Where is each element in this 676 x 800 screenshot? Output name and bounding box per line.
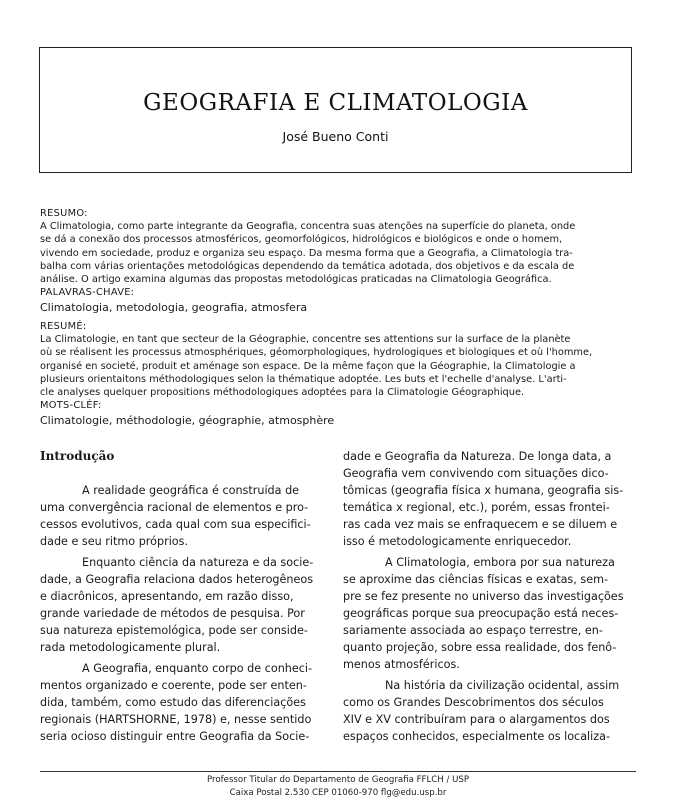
article-author: José Bueno Conti [282, 129, 389, 144]
body-line: sua natureza epistemológica, pode ser conside- [40, 624, 308, 637]
body-line: dade e Geografia da Natureza. De longa data, a [343, 450, 612, 463]
body-line: como os Grandes Descobrimentos dos séculos [343, 696, 604, 709]
resumo-block [40, 207, 640, 315]
resumo-line: vivendo em sociedade, produz e organiza seu espaço. Da mesma forma que a Geografia, a Climatologia tra- [40, 247, 573, 259]
body-line: dade e seu ritmo próprios. [40, 535, 189, 548]
palavras-chave: Climatologia, metodologia, geografia, atmosfera [40, 301, 308, 315]
body-line: grande variedade de métodos de pesquisa. Por [40, 607, 305, 620]
resume-line: plusieurs orientaitons méthodologiques selon la thématique adoptée. Les buts et l'echelle d'analyse. L'arti- [40, 373, 567, 385]
resume-line: La Climatologie, en tant que secteur de la Géographie, concentre ses attentions sur la surface de la planète [40, 334, 571, 346]
title-box [39, 47, 632, 173]
body-line: pre se fez presente no universo das investigações [343, 590, 624, 603]
resumo-line: se dá a conexão dos processos atmosféricos, geomorfológicos, hidrológicos e biológicos e onde o homem, [40, 234, 563, 246]
body-line: mentos organizado e coerente, pode ser enten- [40, 679, 307, 692]
body-line: e diacrônicos, apresentando, em razão disso, [40, 590, 294, 603]
resume-line: où se réalisent les processus atmosphériques, géomorphologiques, hydrologiques et biologiques et où l'homme, [40, 347, 593, 359]
resume-line: cle analyses quelquer propositions méthodologiques adoptées para la Climatologie Géographique. [40, 387, 525, 399]
mots-clef: Climatologie, méthodologie, géographie, atmosphère [40, 414, 335, 428]
body-right-column [343, 448, 636, 745]
palavras-chave-label: PALAVRAS-CHAVE: [40, 287, 135, 299]
footer-address: Caixa Postal 2.530 CEP 01060-970 flg@edu.usp.br [229, 788, 447, 798]
body-line: se aproxime das ciências físicas e exatas, sem- [343, 573, 609, 586]
section-heading: Introdução [40, 449, 115, 463]
body-line: A realidade geográfica é construída de [82, 484, 300, 497]
body-line: menos atmosféricos. [343, 658, 460, 671]
mots-clef-label: MOTS-CLÉF: [40, 400, 102, 412]
body-line: seria ocioso distinguir entre Geografia da Socie- [40, 730, 310, 743]
body-line: Geografia vem convivendo com situações dico- [343, 467, 609, 480]
body-left-column [40, 448, 333, 745]
resumo-line: A Climatologia, como parte integrante da Geografia, concentra suas atenções na superfície do planeta, onde [40, 221, 576, 233]
resume-line: organisé en societé, produit et aménage son espace. De la même façon que la Géographie, la Climatologie a [40, 360, 576, 372]
footer-affiliation: Professor Titular do Departamento de Geografia FFLCH / USP [207, 775, 469, 785]
resumo-label: RESUMO: [40, 208, 88, 219]
body-line: quanto projeção, sobre essa realidade, dos fenô- [343, 641, 617, 654]
body-line: uma convergência racional de elementos e pro- [40, 501, 309, 514]
body-line: isso é metodologicamente enriquecedor. [343, 535, 572, 548]
body-line: dida, também, como estudo das diferenciações [40, 696, 306, 709]
body-line: XIV e XV contribuíram para o alargamentos dos [343, 713, 610, 726]
body-line: geográficas porque sua preocupação está neces- [343, 607, 619, 620]
body-line: rada metodologicamente plural. [40, 641, 221, 654]
body-line: ras cada vez mais se enfraquecem e se diluem e [343, 518, 618, 531]
resumo-line: balha com várias orientações metodológicas dependendo da temática adotada, dos objetivos e da escala de [40, 260, 575, 272]
body-line: espaços conhecidos, especialmente os localiza- [343, 730, 611, 743]
body-line: dade, a Geografia relaciona dados heterogêneos [40, 573, 314, 586]
resume-label: RESUMÉ: [40, 321, 87, 332]
body-line: Na história da civilização ocidental, assim [385, 679, 620, 692]
body-line: Enquanto ciência da natureza e da socie- [82, 556, 314, 569]
body-line: A Geografia, enquanto corpo de conheci- [82, 662, 313, 675]
body-line: regionais (HARTSHORNE, 1978) e, nesse sentido [40, 713, 312, 726]
footer-rule [40, 771, 636, 772]
body-line: cessos evolutivos, cada qual com sua especifici- [40, 518, 311, 531]
body-line: tômicas (geografia física x humana, geografia sis- [343, 484, 624, 497]
body-line: sariamente associada ao espaço terrestre, en- [343, 624, 603, 637]
article-title: GEOGRAFIA E CLIMATOLOGIA [143, 90, 528, 116]
body-line: temática x regional, etc.), porém, essas frontei- [343, 501, 610, 514]
body-line: A Climatologia, embora por sua natureza [385, 556, 615, 569]
resume-block [40, 320, 640, 428]
resumo-line: análise. O artigo examina algumas das propostas metodológicas praticadas na Climatologia Geográfica. [40, 274, 552, 286]
